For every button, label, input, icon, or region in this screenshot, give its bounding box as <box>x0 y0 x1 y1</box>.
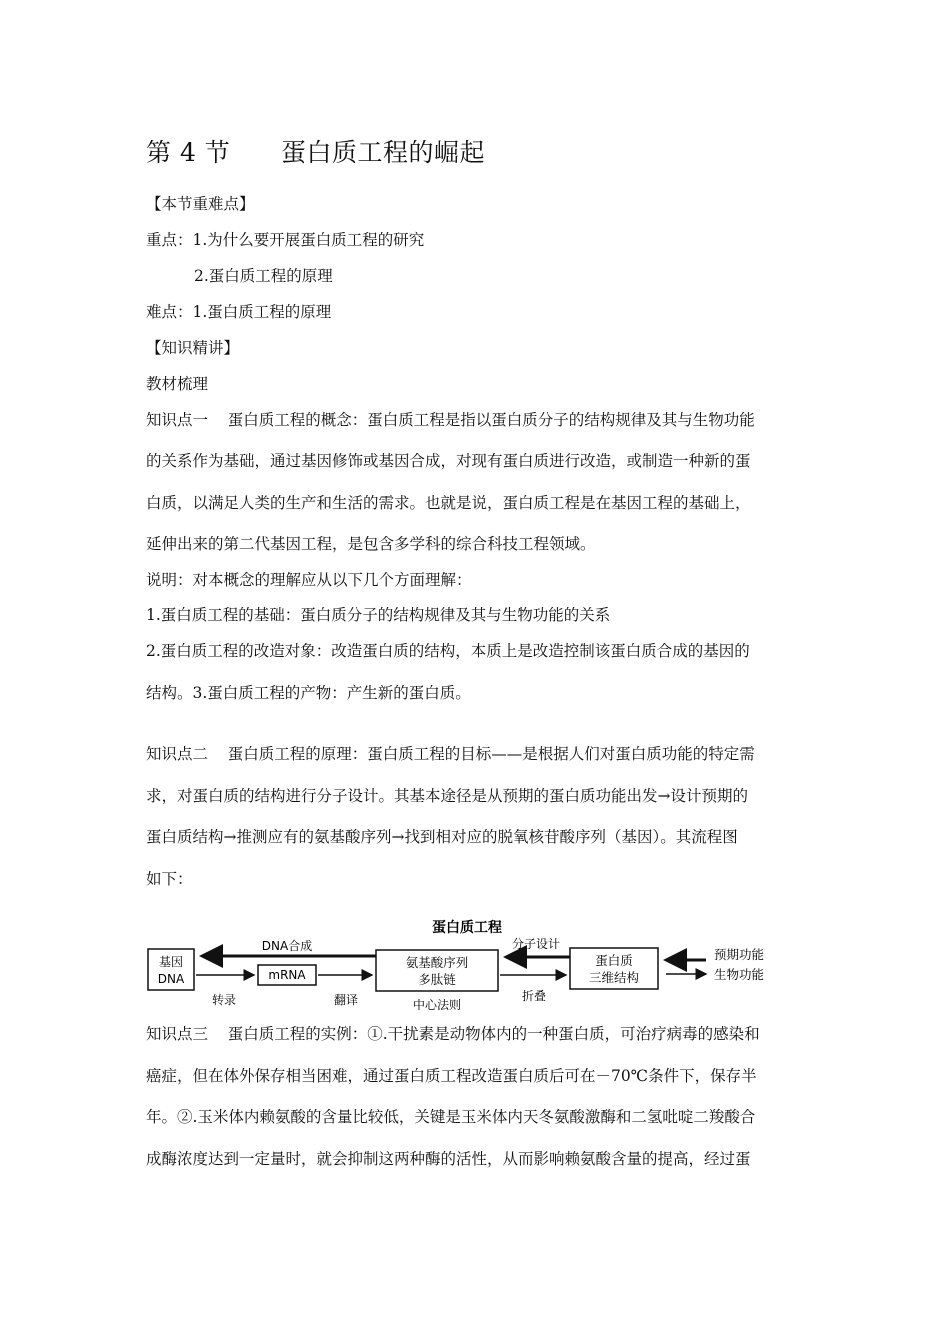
paragraph-line: 1.蛋白质工程的基础：蛋白质分子的结构规律及其与生物功能的关系 <box>146 606 611 624</box>
paragraph-line: 知识点一 蛋白质工程的概念：蛋白质工程是指以蛋白质分子的结构规律及其与生物功能 <box>146 411 755 429</box>
paragraph-line: 延伸出来的第二代基因工程，是包含多学科的综合科技工程领域。 <box>146 535 596 553</box>
protein-box-label-1: 蛋白质 <box>595 953 633 968</box>
protein-engineering-flowchart <box>140 912 800 1022</box>
paragraph-line: 说明：对本概念的理解应从以下几个方面理解： <box>146 571 472 589</box>
paragraph-line: 白质，以满足人类的生产和生活的需求。也就是说，蛋白质工程是在基因工程的基础上， <box>146 494 751 512</box>
paragraph-line: 如下： <box>146 870 193 888</box>
paragraph-line: 癌症，但在体外保存相当困难，通过蛋白质工程改造蛋白质后可在－70℃条件下，保存半 <box>146 1067 757 1085</box>
dna-synthesis-label: DNA合成 <box>261 939 313 953</box>
key-point-2: 2.蛋白质工程的原理 <box>194 267 333 285</box>
biological-function-label: 生物功能 <box>714 967 765 982</box>
folding-label: 折叠 <box>521 989 547 1003</box>
section-heading-knowledge: 【知识精讲】 <box>146 339 240 357</box>
diagram-header: 蛋白质工程 <box>432 920 502 936</box>
mrna-box-label: mRNA <box>268 968 306 982</box>
paragraph-line: 求，对蛋白质的结构进行分子设计。其基本途径是从预期的蛋白质功能出发→设计预期的 <box>146 787 748 805</box>
paragraph-line: 知识点二 蛋白质工程的原理：蛋白质工程的目标——是根据人们对蛋白质功能的特定需 <box>146 745 755 763</box>
paragraph-line: 知识点三 蛋白质工程的实例：①.干扰素是动物体内的一种蛋白质，可治疗病毒的感染和 <box>146 1025 760 1043</box>
paragraph-line: 的关系作为基础，通过基因修饰或基因合成，对现有蛋白质进行改造，或制造一种新的蛋 <box>146 452 751 470</box>
paragraph-line: 蛋白质结构→推测应有的氨基酸序列→找到相对应的脱氧核苷酸序列（基因）。其流程图 <box>146 828 738 846</box>
paragraph-line: 年。②.玉米体内赖氨酸的含量比较低，关键是玉米体内天冬氨酸激酶和二氢吡啶二羧酸合 <box>146 1108 756 1126</box>
amino-acid-box-label-1: 氨基酸序列 <box>405 955 469 970</box>
expected-function-label: 预期功能 <box>714 947 765 962</box>
amino-acid-box-label-2: 多肽链 <box>418 972 456 987</box>
key-point-1: 重点：1.为什么要开展蛋白质工程的研究 <box>146 231 425 249</box>
page-title: 第 4 节 蛋白质工程的崛起 <box>146 138 485 167</box>
section-heading-key-points: 【本节重难点】 <box>146 195 255 213</box>
translation-label: 翻译 <box>333 993 359 1007</box>
difficult-point-1: 难点：1.蛋白质工程的原理 <box>146 303 332 321</box>
paragraph-line: 成酶浓度达到一定量时，就会抑制这两种酶的活性，从而影响赖氨酸含量的提高，经过蛋 <box>146 1150 751 1168</box>
molecular-design-label: 分子设计 <box>511 937 561 951</box>
dna-box-label-2: DNA <box>157 972 185 986</box>
dna-box-label-1: 基因 <box>158 955 184 969</box>
transcription-label: 转录 <box>211 993 237 1007</box>
subheading-textbook: 教材梳理 <box>146 375 209 393</box>
protein-box-label-2: 三维结构 <box>588 970 640 985</box>
central-dogma-label: 中心法则 <box>412 998 462 1012</box>
paragraph-line: 2.蛋白质工程的改造对象：改造蛋白质的结构，本质上是改造控制该蛋白质合成的基因的 <box>146 642 750 660</box>
paragraph-line: 结构。3.蛋白质工程的产物：产生新的蛋白质。 <box>146 684 471 702</box>
